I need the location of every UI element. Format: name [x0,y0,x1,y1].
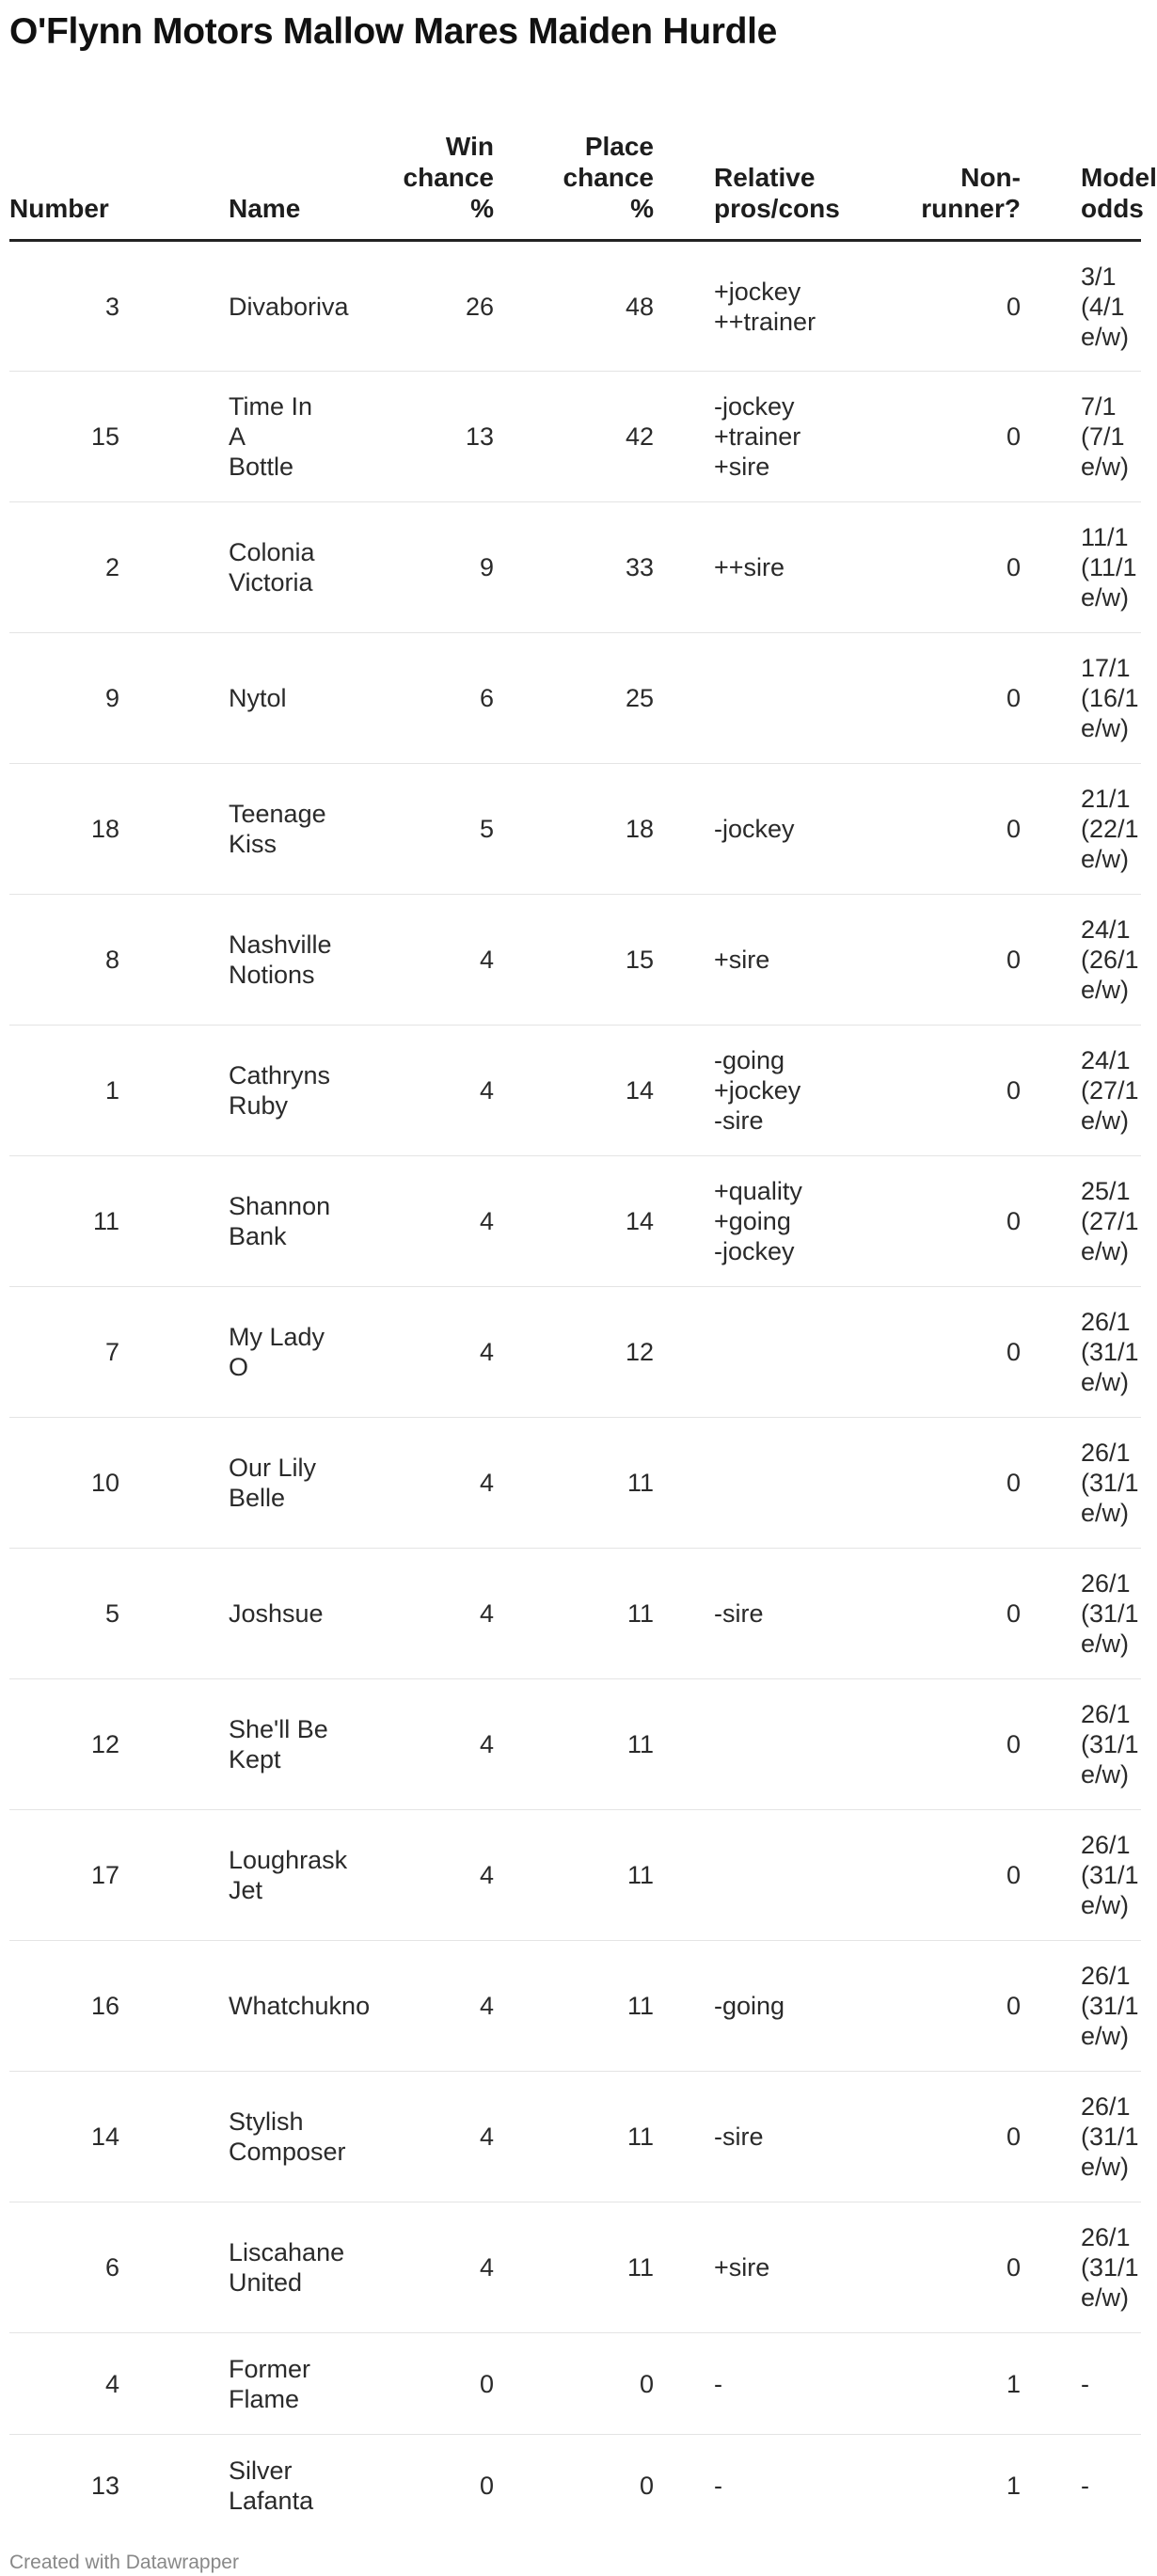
cell-non-runner [857,1026,1021,1156]
cell-place-chance-text: 14 [625,1207,654,1235]
cell-name-text: Time In A Bottle [229,392,313,481]
cell-non-runner [857,502,1021,633]
cell-relative-pros-cons-text: -jockey +trainer +sire [714,392,801,481]
cell-number [9,2202,174,2333]
cell-number-text: 11 [92,1207,119,1235]
cell-non-runner-text: 0 [1006,1730,1021,1758]
cell-name-text: Whatchukno [229,1992,371,2020]
cell-model-odds [1021,2333,1141,2435]
cell-win-chance [334,1810,494,1941]
cell-number [9,372,174,502]
cell-place-chance-text: 11 [626,2123,654,2151]
cell-non-runner-text: 0 [1006,1861,1021,1889]
cell-place-chance [494,1418,654,1549]
cell-non-runner [857,1941,1021,2072]
cell-place-chance [494,1679,654,1810]
table-row [9,1679,1141,1810]
cell-number-text: 18 [90,815,119,843]
cell-name [174,1287,334,1418]
cell-name-text: Former Flame [229,2354,310,2413]
footer-credit: Created with Datawrapper [9,2552,239,2573]
cell-name [174,1026,334,1156]
cell-name-text: Nytol [229,684,287,712]
cell-model-odds [1021,1679,1141,1810]
column-header-relative-pros-cons[interactable]: Relative pros/cons [654,102,857,241]
cell-relative-pros-cons-text: ++sire [714,553,785,581]
cell-win-chance-text: 4 [479,2253,494,2282]
cell-number [9,2072,174,2202]
cell-non-runner-text: 0 [1006,1599,1021,1628]
cell-name [174,895,334,1026]
cell-win-chance [334,241,494,372]
cell-place-chance [494,2072,654,2202]
cell-number-text: 6 [104,2253,119,2282]
cell-number-text: 16 [90,1992,119,2020]
cell-relative-pros-cons [654,1287,857,1418]
cell-non-runner-text: 0 [1006,422,1021,451]
cell-number [9,895,174,1026]
cell-name [174,633,334,764]
table-row [9,1026,1141,1156]
cell-model-odds [1021,633,1141,764]
cell-name [174,1810,348,1941]
cell-model-odds [1021,1418,1141,1549]
cell-number [9,241,174,372]
cell-number [9,1418,174,1549]
cell-relative-pros-cons [654,2202,857,2333]
cell-model-odds [1021,1287,1141,1418]
cell-place-chance [494,502,654,633]
cell-place-chance-text: 12 [625,1338,654,1366]
cell-win-chance [334,372,494,502]
column-header-model-odds[interactable]: Model odds [1021,102,1141,241]
cell-win-chance-text: 0 [479,2471,494,2500]
table-body [9,241,1141,2536]
cell-model-odds-text: 24/1 (27/1 e/w) [1081,1046,1139,1135]
cell-place-chance-text: 33 [625,553,654,581]
cell-number [9,2333,174,2435]
cell-number [9,1941,174,2072]
cell-model-odds [1021,895,1141,1026]
cell-relative-pros-cons [654,2435,857,2536]
cell-name-text: Teenage Kiss [229,800,326,858]
cell-name-text: She'll Be Kept [229,1715,328,1773]
cell-relative-pros-cons [654,764,857,895]
cell-win-chance [334,1549,494,1679]
table-row [9,1941,1141,2072]
table-row [9,2202,1141,2333]
cell-win-chance [334,502,494,633]
cell-place-chance [494,2333,654,2435]
cell-relative-pros-cons [654,633,857,764]
cell-win-chance-text: 4 [479,2123,494,2151]
table-row [9,372,1141,502]
cell-place-chance [494,2435,654,2536]
column-header-non-runner[interactable]: Non- runner? [857,102,1021,241]
cell-model-odds-text: 7/1 (7/1 e/w) [1081,392,1130,481]
table-row [9,2072,1141,2202]
cell-win-chance [334,895,494,1026]
cell-model-odds-text: 26/1 (31/1 e/w) [1081,2223,1139,2312]
column-header-name[interactable]: Name [174,102,334,241]
cell-model-odds [1021,1941,1141,2072]
page-title: O'Flynn Motors Mallow Mares Maiden Hurdle [9,11,778,52]
cell-place-chance [494,241,654,372]
cell-non-runner-text: 0 [1006,1992,1021,2020]
table-row [9,502,1141,633]
cell-relative-pros-cons-text: +sire [714,2253,770,2282]
cell-number [9,1679,174,1810]
column-header-number[interactable]: Number [9,102,174,241]
cell-place-chance-text: 15 [625,946,654,974]
cell-non-runner [857,2072,1021,2202]
cell-model-odds-text: - [1081,2369,1089,2398]
cell-model-odds [1021,1549,1141,1679]
cell-name-text: Silver Lafanta [229,2456,314,2515]
cell-non-runner [857,764,1021,895]
cell-name [174,764,334,895]
cell-non-runner [857,1549,1021,1679]
table-row [9,2333,1141,2435]
cell-relative-pros-cons [654,1418,857,1549]
cell-non-runner [857,1287,1021,1418]
cell-number [9,502,174,633]
cell-relative-pros-cons [654,2072,857,2202]
cell-place-chance-text: 42 [625,422,654,451]
cell-place-chance [494,1026,654,1156]
cell-number [9,633,174,764]
cell-model-odds-text: 24/1 (26/1 e/w) [1081,915,1139,1004]
cell-non-runner-text: 1 [1006,2471,1021,2500]
cell-non-runner [857,1418,1021,1549]
cell-model-odds-text: 26/1 (31/1 e/w) [1081,1308,1139,1396]
cell-place-chance-text: 11 [626,1599,654,1628]
cell-model-odds-text: - [1081,2471,1089,2500]
cell-place-chance-text: 0 [639,2369,654,2398]
cell-number-text: 15 [90,422,119,451]
cell-non-runner-text: 0 [1006,684,1021,712]
cell-win-chance-text: 4 [479,1861,494,1889]
cell-non-runner [857,2435,1021,2536]
cell-model-odds-text: 26/1 (31/1 e/w) [1081,1700,1139,1789]
cell-place-chance [494,895,654,1026]
cell-relative-pros-cons-text: +jockey ++trainer [714,277,816,336]
header-row [9,102,1141,241]
cell-number-text: 14 [90,2123,119,2151]
cell-model-odds-text: 26/1 (31/1 e/w) [1081,1962,1139,2050]
cell-number-text: 3 [104,292,119,321]
cell-name [174,502,334,633]
cell-number [9,1549,174,1679]
cell-number-text: 12 [90,1730,119,1758]
cell-win-chance-text: 4 [479,1992,494,2020]
cell-relative-pros-cons-text: -sire [714,2123,764,2151]
cell-non-runner [857,895,1021,1026]
table-row [9,1810,1141,1941]
cell-number-text: 9 [104,684,119,712]
cell-number-text: 10 [90,1469,119,1497]
cell-non-runner-text: 0 [1006,1207,1021,1235]
cell-model-odds-text: 21/1 (22/1 e/w) [1081,785,1139,873]
cell-model-odds-text: 26/1 (31/1 e/w) [1081,1439,1139,1527]
cell-model-odds-text: 3/1 (4/1 e/w) [1081,262,1130,351]
cell-place-chance [494,633,654,764]
cell-relative-pros-cons [654,241,857,372]
cell-name-text: Liscahane United [229,2238,345,2297]
cell-number-text: 4 [104,2369,119,2398]
cell-non-runner-text: 1 [1006,2369,1021,2398]
cell-name [174,2435,334,2536]
cell-name-text: Colonia Victoria [229,538,315,596]
cell-win-chance-text: 6 [479,684,494,712]
cell-model-odds [1021,2435,1141,2536]
cell-win-chance-text: 4 [479,1730,494,1758]
cell-win-chance-text: 26 [465,292,494,321]
cell-name-text: Joshsue [229,1599,324,1628]
cell-win-chance-text: 5 [479,815,494,843]
cell-name-text: Our Lily Belle [229,1454,317,1512]
cell-non-runner-text: 0 [1006,1076,1021,1105]
cell-win-chance [334,2333,494,2435]
cell-name [174,1156,334,1287]
cell-place-chance-text: 18 [625,815,654,843]
cell-non-runner [857,241,1021,372]
cell-relative-pros-cons [654,1156,857,1287]
cell-model-odds-text: 17/1 (16/1 e/w) [1081,654,1139,742]
cell-relative-pros-cons-text: - [714,2471,722,2500]
table-row [9,764,1141,895]
cell-place-chance-text: 11 [626,1469,654,1497]
cell-relative-pros-cons [654,502,857,633]
cell-number-text: 5 [104,1599,119,1628]
cell-win-chance-text: 4 [479,1469,494,1497]
cell-model-odds-text: 26/1 (31/1 e/w) [1081,2092,1139,2181]
cell-non-runner [857,633,1021,764]
cell-name [174,2202,345,2333]
cell-relative-pros-cons [654,1026,857,1156]
cell-model-odds [1021,1156,1141,1287]
cell-win-chance [334,1679,494,1810]
cell-win-chance [334,1287,494,1418]
cell-name [174,372,334,502]
cell-non-runner-text: 0 [1006,553,1021,581]
cell-number-text: 7 [104,1338,119,1366]
cell-relative-pros-cons [654,372,857,502]
cell-name-text: Cathryns Ruby [229,1061,331,1120]
cell-model-odds [1021,764,1141,895]
cell-name-text: Shannon Bank [229,1192,331,1250]
cell-win-chance [334,2072,494,2202]
cell-win-chance [334,764,494,895]
table-row [9,1549,1141,1679]
cell-non-runner-text: 0 [1006,2123,1021,2151]
cell-relative-pros-cons [654,1679,857,1810]
cell-non-runner [857,1156,1021,1287]
cell-place-chance [494,1156,654,1287]
cell-non-runner-text: 0 [1006,946,1021,974]
cell-place-chance-text: 0 [639,2471,654,2500]
cell-name [174,1549,334,1679]
cell-non-runner-text: 0 [1006,292,1021,321]
data-table [9,102,1157,2536]
cell-win-chance-text: 4 [479,1599,494,1628]
cell-win-chance-text: 9 [479,553,494,581]
cell-relative-pros-cons-text: -going +jockey -sire [714,1046,801,1135]
cell-name-text: Loughrask Jet [229,1846,348,1904]
cell-win-chance [334,2435,494,2536]
cell-non-runner-text: 0 [1006,815,1021,843]
cell-name [174,1679,334,1810]
cell-name [174,1418,334,1549]
cell-place-chance [494,2202,654,2333]
cell-win-chance [334,1156,494,1287]
cell-model-odds-text: 26/1 (31/1 e/w) [1081,1569,1139,1658]
cell-number [9,1026,174,1156]
cell-model-odds [1021,372,1141,502]
cell-place-chance-text: 14 [625,1076,654,1105]
cell-non-runner [857,2333,1021,2435]
cell-number [9,1156,174,1287]
cell-place-chance-text: 25 [625,684,654,712]
cell-win-chance [334,633,494,764]
cell-model-odds-text: 26/1 (31/1 e/w) [1081,1831,1139,1919]
cell-number [9,764,174,895]
cell-place-chance-text: 11 [626,1861,654,1889]
table-row [9,1418,1141,1549]
cell-number-text: 17 [90,1861,119,1889]
cell-non-runner-text: 0 [1006,2253,1021,2282]
cell-win-chance-text: 4 [479,1338,494,1366]
cell-win-chance-text: 4 [479,1207,494,1235]
cell-non-runner-text: 0 [1006,1469,1021,1497]
cell-place-chance [494,1287,654,1418]
cell-non-runner [857,372,1021,502]
cell-place-chance [494,1549,654,1679]
table-row [9,633,1141,764]
table-row [9,1156,1141,1287]
cell-relative-pros-cons [654,2333,857,2435]
cell-number [9,1287,174,1418]
cell-place-chance-text: 11 [626,2253,654,2282]
cell-place-chance [494,1810,654,1941]
cell-relative-pros-cons-text: -jockey [714,815,795,843]
cell-relative-pros-cons [654,895,857,1026]
cell-number-text: 8 [104,946,119,974]
cell-place-chance [494,372,654,502]
column-header-place-chance[interactable]: Place chance % [494,102,654,241]
cell-win-chance-text: 0 [479,2369,494,2398]
table-row [9,1287,1141,1418]
cell-name-text: Nashville Notions [229,930,332,989]
cell-relative-pros-cons-text: -sire [714,1599,764,1628]
cell-win-chance-text: 4 [479,946,494,974]
cell-win-chance-text: 4 [479,1076,494,1105]
cell-place-chance-text: 11 [626,1992,654,2020]
cell-relative-pros-cons-text: -going [714,1992,785,2020]
cell-win-chance [334,2202,494,2333]
cell-number-text: 1 [104,1076,119,1105]
table-row [9,895,1141,1026]
cell-non-runner [857,1810,1021,1941]
cell-relative-pros-cons-text: +quality +going -jockey [714,1177,802,1265]
cell-non-runner-text: 0 [1006,1338,1021,1366]
cell-win-chance [334,1026,494,1156]
cell-relative-pros-cons [654,1810,857,1941]
cell-place-chance-text: 11 [626,1730,654,1758]
table-row [9,241,1141,372]
cell-win-chance [334,1418,494,1549]
cell-model-odds [1021,241,1141,372]
cell-model-odds-text: 11/1 (11/1 e/w) [1081,523,1137,612]
cell-place-chance [494,764,654,895]
cell-model-odds [1021,1026,1141,1156]
cell-model-odds-text: 25/1 (27/1 e/w) [1081,1177,1139,1265]
cell-relative-pros-cons [654,1549,857,1679]
cell-name [174,241,349,372]
cell-name [174,2072,346,2202]
cell-non-runner [857,1679,1021,1810]
table-row [9,2435,1141,2536]
cell-number-text: 2 [104,553,119,581]
cell-name-text: Divaboriva [229,292,349,321]
cell-model-odds [1021,502,1141,633]
cell-name [174,2333,334,2435]
cell-model-odds [1021,2072,1141,2202]
cell-relative-pros-cons-text: +sire [714,946,770,974]
column-header-win-chance[interactable]: Win chance % [334,102,494,241]
cell-relative-pros-cons [654,1941,857,2072]
cell-number [9,2435,174,2536]
cell-model-odds [1021,1810,1141,1941]
cell-win-chance-text: 13 [465,422,494,451]
cell-place-chance-text: 48 [625,292,654,321]
cell-model-odds [1021,2202,1141,2333]
cell-place-chance [494,1941,654,2072]
cell-name-text: My Lady O [229,1323,325,1381]
cell-relative-pros-cons-text: - [714,2369,722,2398]
cell-number-text: 13 [90,2471,119,2500]
cell-name [174,1941,371,2072]
cell-name-text: Stylish Composer [229,2107,346,2166]
cell-number [9,1810,174,1941]
cell-non-runner [857,2202,1021,2333]
